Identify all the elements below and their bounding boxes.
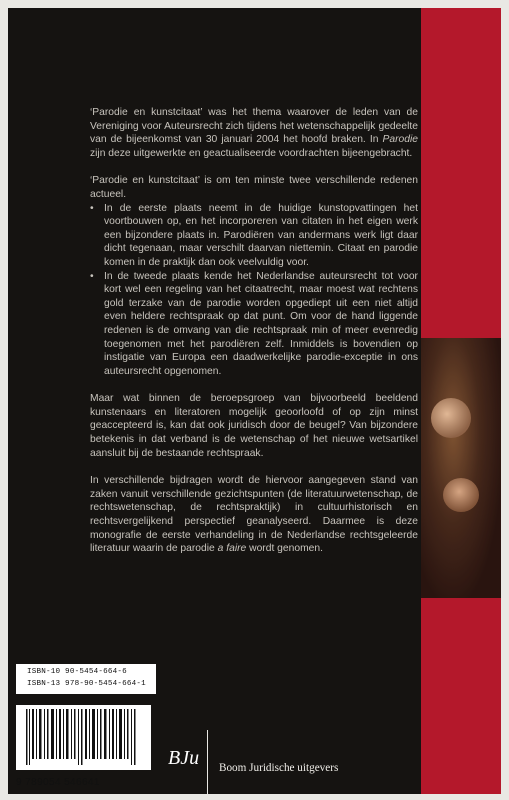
back-cover bbox=[8, 8, 501, 794]
publisher-logo: BJu bbox=[168, 747, 200, 769]
intro-paragraph: ‘Parodie en kunstcitaat’ was het thema waarover de leden van de Vereniging voor Auteursrecht zich tijdens het wetenschappelijk gedeelte van de bijeenkomst van 30 januari 2004 het hoofd braken. In Parodie zijn deze uitgewerkte en geactualiseerde voordrachten bijeengebracht. bbox=[90, 107, 418, 159]
barcode bbox=[16, 705, 151, 770]
barcode-bars-icon bbox=[16, 705, 151, 765]
isbn-10: ISBN-10 90-5454-664-6 bbox=[27, 668, 127, 676]
isbn-label bbox=[16, 664, 156, 694]
blurb-text bbox=[90, 106, 418, 570]
third-paragraph: Maar wat binnen de beroepsgroep van bijvoorbeeld beeldend kunstenaars en literatoren mogelijk geoorloofd of op zijn minst geaccepteerd is, kan dat ook juridisch door de beugel? Van bijzondere betekenis in dat verband is de wetenschap of het nieuwe wetsartikel aansluit bij de bestaande rechtspraak. bbox=[90, 393, 418, 459]
fourth-paragraph: In verschillende bijdragen wordt de hiervoor aangegeven stand van zaken vanuit verschillende gezichtspunten (de literatuurwetenschap, de rechtswetenschap, de rechtspraktijk) in cultuurhistorisch en rechtsvergelijkend perspectief geanalyseerd. Daarmee is deze monografie de eerste verhandeling in de Nederlandse rechtsgeleerde literatuur waarin de parodie a faire wordt genomen. bbox=[90, 475, 418, 555]
bullet-item: • In de tweede plaats kende het Nederlandse auteursrecht tot voor kort wel een regeling van het citaatrecht, maar moest wat rechtens gold terzake van de parodie worden opgediept uit een niet altijd even heldere rechtspraak op dat punt. Om voor de hand liggende redenen is de omvang van die rechtspraak min of meer evenredig toegenomen met het parodiëren zelf. Inmiddels is bovendien op instigatie van Europa een daadwerkelijke parodie-exceptie in ons auteursrecht opgenomen. bbox=[90, 270, 418, 379]
publisher-divider bbox=[207, 730, 208, 794]
bullet-list bbox=[90, 202, 418, 379]
bullet-item: • In de eerste plaats neemt in de huidige kunstopvattingen het voortbouwen op, en het incorporeren van citaten in het eigen werk een bijzondere plaats in. Parodiëren van andermans werk ligt daar dicht tegenaan, maar verschilt daarvan niettemin. Citaat en parodie komen in de praktijk dan ook veelvuldig voor. bbox=[90, 202, 418, 270]
publisher-name: Boom Juridische uitgevers bbox=[219, 762, 339, 774]
second-paragraph: ‘Parodie en kunstcitaat’ is om ten minste twee verschillende redenen actueel. bbox=[90, 175, 418, 200]
isbn-13: ISBN-13 978-90-5454-664-1 bbox=[27, 680, 146, 688]
painting-detail-image bbox=[421, 338, 501, 598]
barcode-number: 9 789054 546641 bbox=[16, 777, 100, 788]
